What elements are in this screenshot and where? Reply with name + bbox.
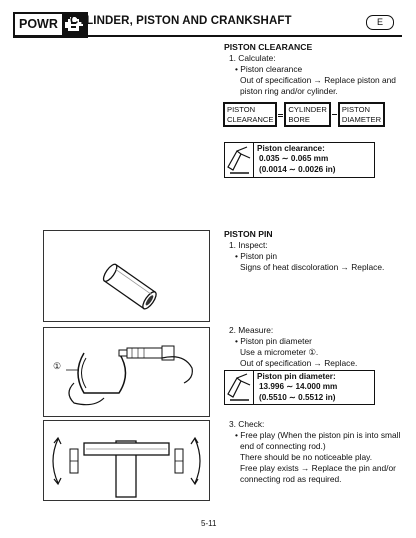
- piston-pin-spec: [224, 370, 375, 405]
- check-line-3: There should be no noticeable play.: [240, 452, 373, 462]
- formula-text: CYLINDER: [288, 105, 327, 114]
- piston-clearance-heading: PISTON CLEARANCE: [224, 42, 313, 52]
- check-line-5: connecting rod as required.: [240, 474, 342, 484]
- piston-clearance-spec: [224, 142, 375, 178]
- inspect-note: Signs of heat discoloration → Replace.: [240, 262, 385, 272]
- free-play-illustration: [43, 420, 210, 501]
- formula-text: BORE: [288, 114, 310, 124]
- minus-sign: [332, 114, 337, 115]
- header-divider: [13, 35, 402, 37]
- spec-title: Piston clearance:: [257, 144, 325, 153]
- caliper-icon: [225, 371, 254, 404]
- formula-text: PISTON: [227, 105, 256, 114]
- caliper-icon: [225, 143, 254, 177]
- section-tag-label: POWR: [19, 17, 58, 31]
- piston-pin-illustration: [43, 230, 210, 322]
- micrometer-illustration: [43, 327, 210, 417]
- spec-title: Piston pin diameter:: [257, 372, 336, 381]
- formula-text: CLEARANCE: [227, 114, 274, 124]
- clearance-note-line1: Out of specification → Replace piston and: [240, 75, 396, 85]
- piston-pin-heading: PISTON PIN: [224, 229, 273, 239]
- formula-text: DIAMETER: [341, 114, 382, 124]
- page-number: 5-11: [201, 519, 217, 528]
- piston-clearance-item: • Piston clearance: [235, 64, 303, 74]
- spec-value-mm: 13.996 ∼ 14.000 mm: [259, 382, 338, 392]
- language-badge: E: [366, 15, 394, 30]
- spec-value-mm: 0.035 ∼ 0.065 mm: [259, 154, 329, 164]
- calculate-step: 1. Calculate:: [229, 53, 276, 63]
- clearance-note-line2: piston ring and/or cylinder.: [240, 86, 338, 96]
- check-line-2: end of connecting rod.): [240, 441, 326, 451]
- spec-value-in: (0.0014 ∼ 0.0026 in): [259, 164, 336, 174]
- inspect-item: • Piston pin: [235, 251, 278, 261]
- measure-tool: Use a micrometer ①.: [240, 347, 319, 357]
- page-title: CYLINDER, PISTON AND CRANKSHAFT: [70, 15, 292, 27]
- formula-text: PISTON: [341, 105, 370, 114]
- spec-value-in: (0.5510 ∼ 0.5512 in): [259, 392, 336, 402]
- inspect-step: 1. Inspect:: [229, 240, 268, 250]
- callout-1: ①: [53, 361, 62, 371]
- formula-box-clearance: [223, 102, 277, 127]
- check-line-1: • Free play (When the piston pin is into small: [235, 430, 401, 440]
- measure-note: Out of specification → Replace.: [240, 358, 358, 368]
- check-step: 3. Check:: [229, 419, 265, 429]
- formula-box-bore: [284, 102, 330, 127]
- equals-sign: [278, 114, 283, 115]
- formula-box-diameter: [338, 102, 385, 127]
- clearance-formula: [223, 102, 385, 127]
- measure-step: 2. Measure:: [229, 325, 274, 335]
- measure-item: • Piston pin diameter: [235, 336, 312, 346]
- check-line-4: Free play exists → Replace the pin and/or: [240, 463, 396, 473]
